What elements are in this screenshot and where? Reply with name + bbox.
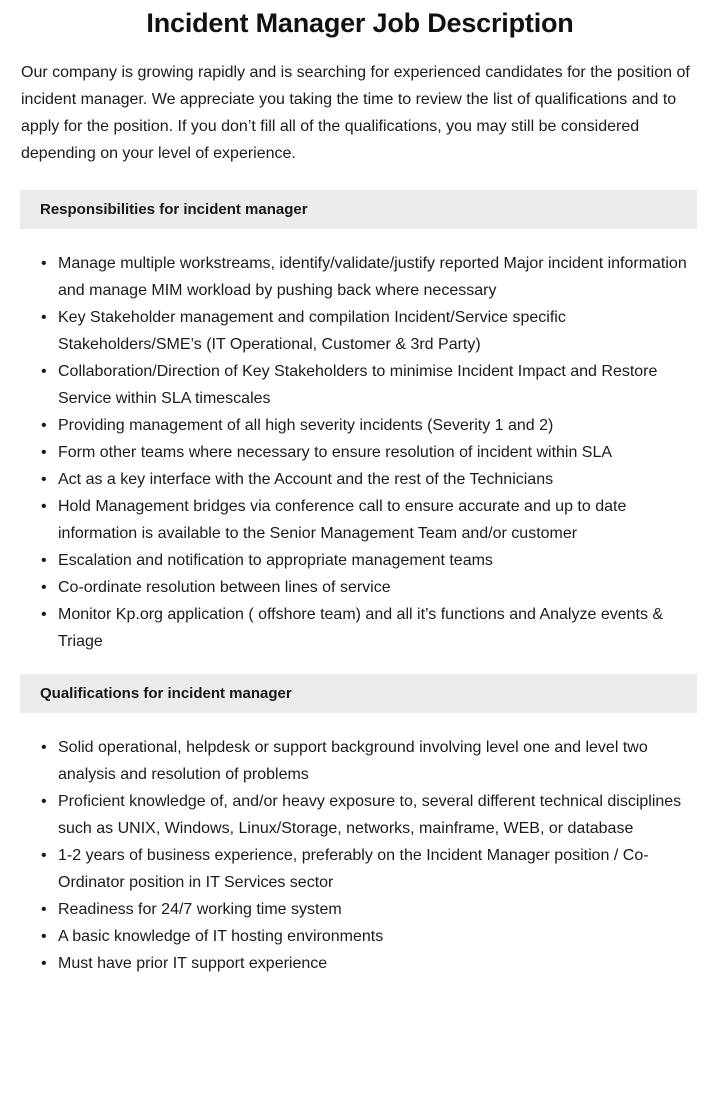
list-item [0,304,720,358]
list-item-text: Form other teams where necessary to ensure resolution of incident within SLA [58,444,613,461]
bullet-icon: • [41,928,47,945]
list-item [0,466,720,493]
list-item-text: Manage multiple workstreams, identify/validate/justify reported Major incident information and manage MIM workload by pushing back where necessary [58,255,687,299]
bullet-icon: • [41,901,47,918]
list-item [0,412,720,439]
bullet-icon: • [41,793,47,810]
list-item [0,493,720,547]
bullet-icon: • [41,444,47,461]
responsibilities-list [0,229,720,655]
list-item [0,250,720,304]
list-item [0,950,720,977]
list-item-text: Hold Management bridges via conference call to ensure accurate and up to date information is available to the Senior Management Team and/or customer [58,498,627,542]
intro-paragraph: Our company is growing rapidly and is searching for experienced candidates for the position of incident manager. We appreciate you taking the time to review the list of qualifications and to apply for the position. If you don’t fill all of the qualifications, you may still be considered depending on your level of experience. [21,64,690,162]
list-item-text: Co-ordinate resolution between lines of service [58,579,391,596]
list-item [0,788,720,842]
list-item-text: A basic knowledge of IT hosting environments [58,928,384,945]
list-item-text: Readiness for 24/7 working time system [58,901,342,918]
bullet-icon: • [41,417,47,434]
section-heading-responsibilities: Responsibilities for incident manager [20,190,697,229]
qualifications-list [0,713,720,977]
bullet-icon: • [41,471,47,488]
list-item [0,601,720,655]
section-heading-qualifications: Qualifications for incident manager [20,674,697,713]
bullet-icon: • [41,552,47,569]
list-item [0,842,720,896]
bullet-icon: • [41,498,47,515]
list-item [0,439,720,466]
list-item-text: Act as a key interface with the Account and the rest of the Technicians [58,471,554,488]
page-title: Incident Manager Job Description [146,8,574,38]
bullet-icon: • [41,739,47,756]
bullet-icon: • [41,255,47,272]
section-qualifications [0,674,720,977]
list-item-text: Providing management of all high severity incidents (Severity 1 and 2) [58,417,554,434]
list-item-text: Collaboration/Direction of Key Stakeholders to minimise Incident Impact and Restore Service within SLA timescales [58,363,658,407]
list-item-text: Escalation and notification to appropriate management teams [58,552,493,569]
list-item-text: Key Stakeholder management and compilation Incident/Service specific Stakeholders/SME’s (IT Operational, Customer & 3rd Party) [58,309,566,353]
bullet-icon: • [41,847,47,864]
list-item [0,896,720,923]
bullet-icon: • [41,363,47,380]
bullet-icon: • [41,955,47,972]
list-item [0,734,720,788]
list-item-text: 1-2 years of business experience, preferably on the Incident Manager position / Co-Ordinator position in IT Services sector [58,847,649,891]
list-item [0,358,720,412]
section-responsibilities [0,190,720,655]
list-item-text: Must have prior IT support experience [58,955,328,972]
list-item [0,923,720,950]
list-item-text: Solid operational, helpdesk or support background involving level one and level two analysis and resolution of problems [58,739,648,783]
list-item-text: Monitor Kp.org application ( offshore team) and all it’s functions and Analyze events & Triage [58,606,664,650]
bullet-icon: • [41,579,47,596]
bullet-icon: • [41,309,47,326]
bullet-icon: • [41,606,47,623]
list-item [0,574,720,601]
list-item [0,547,720,574]
list-item-text: Proficient knowledge of, and/or heavy exposure to, several different technical disciplines such as UNIX, Windows, Linux/Storage, networks, mainframe, WEB, or database [58,793,682,837]
